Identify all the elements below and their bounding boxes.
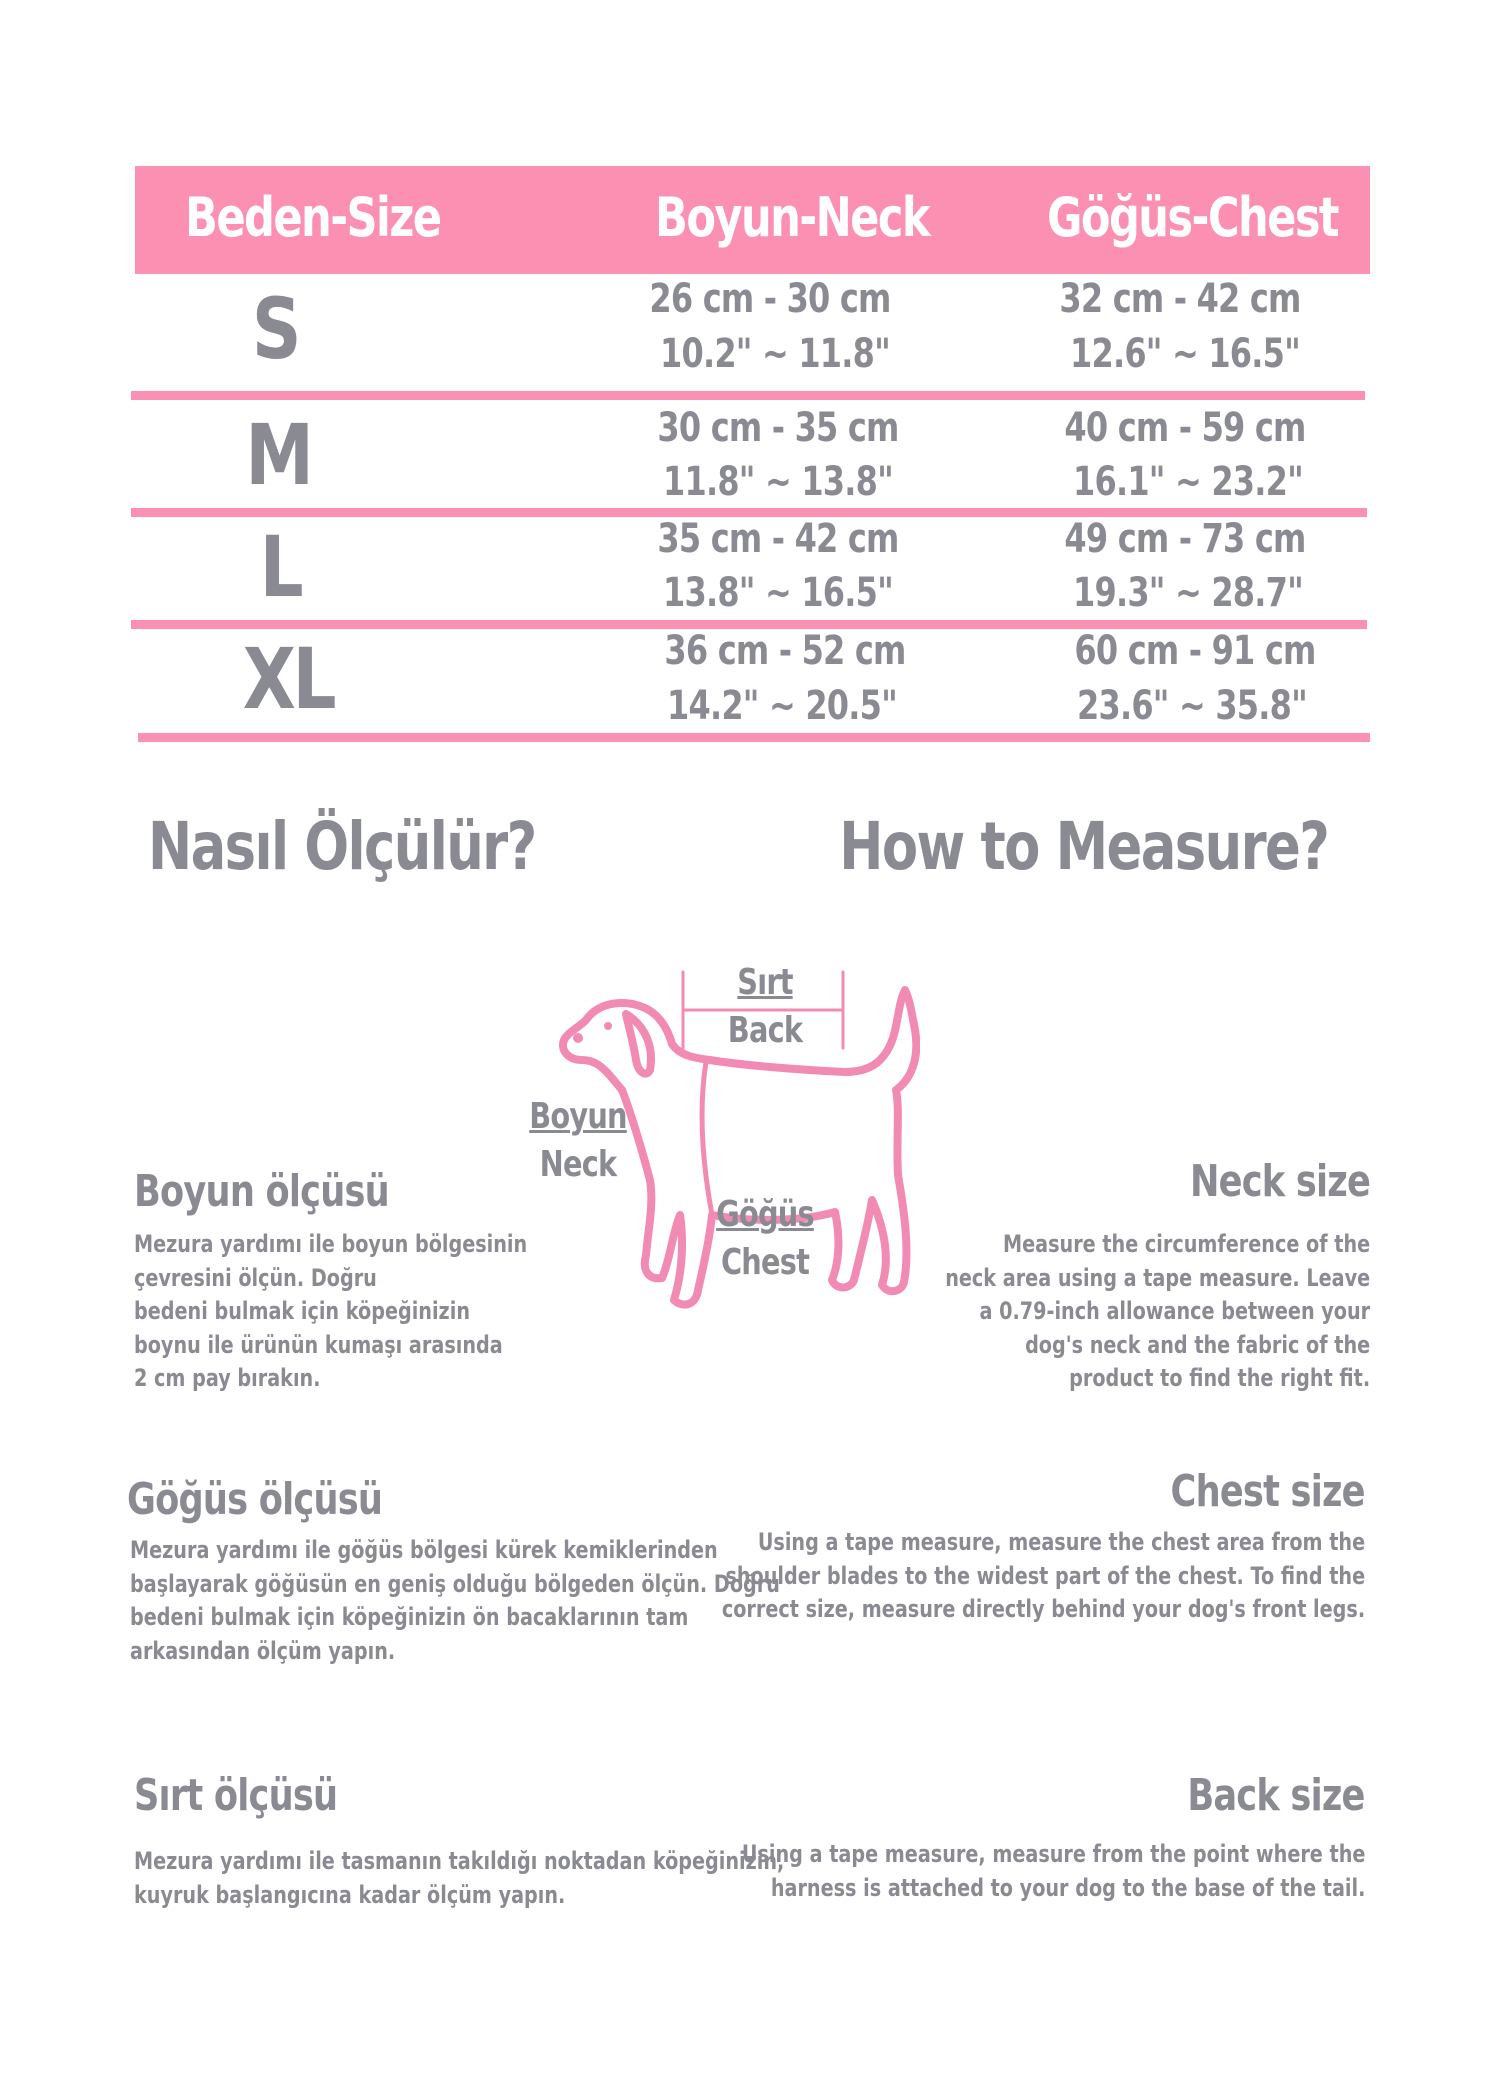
back-title-tr: Sırt ölçüsü xyxy=(134,1770,338,1821)
neck-cm: 36 cm - 52 cm xyxy=(664,628,906,674)
neck-text-tr xyxy=(134,1228,527,1396)
size-label: S xyxy=(251,280,299,378)
chest-title-en: Chest size xyxy=(1170,1466,1365,1517)
row-divider xyxy=(138,733,1370,742)
chest-cm: 40 cm - 59 cm xyxy=(1064,405,1306,451)
text-line: bedeni bulmak için köpeğinizin xyxy=(134,1297,470,1325)
text-line: Using a tape measure, measure the chest area from the xyxy=(757,1528,1365,1556)
text-line: arkasından ölçüm yapın. xyxy=(130,1636,396,1665)
neck-title-tr: Boyun ölçüsü xyxy=(134,1166,389,1217)
size-label: L xyxy=(259,518,301,616)
neck-text-en xyxy=(945,1228,1370,1396)
text-line: dog's neck and the fabric of the xyxy=(1024,1330,1370,1359)
row-divider xyxy=(131,391,1365,400)
text-line: Mezura yardımı ile tasmanın takıldığı noktadan köpeğinizin, xyxy=(134,1847,785,1875)
chest-text-tr xyxy=(130,1534,780,1668)
text-line: bedeni bulmak için köpeğinizin ön bacaklarının tam xyxy=(130,1603,689,1631)
text-line: Mezura yardımı ile göğüs bölgesi kürek kemiklerinden xyxy=(130,1536,718,1564)
neck-cm: 26 cm - 30 cm xyxy=(649,276,891,322)
table-header xyxy=(135,166,1370,274)
back-label-en: Back xyxy=(727,1010,803,1051)
chest-in: 23.6" ~ 35.8" xyxy=(1077,683,1307,729)
text-line: correct size, measure directly behind your dog's front legs. xyxy=(721,1595,1365,1623)
text-line: neck area using a tape measure. Leave xyxy=(945,1263,1370,1292)
text-line: boynu ile ürünün kumaşı arasında xyxy=(134,1330,503,1359)
text-line: çevresini ölçün. Doğru xyxy=(134,1263,377,1292)
text-line: harness is attached to your dog to the base of the tail. xyxy=(770,1873,1365,1902)
heading-tr: Nasıl Ölçülür? xyxy=(148,808,536,885)
text-line: shoulder blades to the widest part of the chest. To find the xyxy=(725,1561,1365,1590)
text-line: başlayarak göğüsün en geniş olduğu bölgeden ölçün. Doğru xyxy=(130,1569,780,1598)
text-line: Using a tape measure, measure from the point where the xyxy=(741,1840,1365,1868)
text-line: product to find the right fit. xyxy=(1068,1364,1370,1392)
text-line: 2 cm pay bırakın. xyxy=(134,1364,321,1392)
neck-label-en: Neck xyxy=(539,1144,617,1185)
size-label: XL xyxy=(242,630,334,728)
neck-in: 14.2" ~ 20.5" xyxy=(667,683,897,729)
neck-title-en: Neck size xyxy=(1189,1156,1370,1207)
chest-label-en: Chest xyxy=(720,1242,810,1283)
chest-in: 19.3" ~ 28.7" xyxy=(1073,570,1303,616)
chest-cm: 49 cm - 73 cm xyxy=(1064,516,1306,562)
chest-in: 16.1" ~ 23.2" xyxy=(1073,459,1303,505)
neck-cm: 35 cm - 42 cm xyxy=(657,516,899,562)
size-label: M xyxy=(245,406,311,504)
back-text-tr xyxy=(134,1845,784,1912)
chest-title-tr: Göğüs ölçüsü xyxy=(127,1474,383,1525)
text-line: a 0.79-inch allowance between your xyxy=(979,1297,1370,1325)
neck-in: 11.8" ~ 13.8" xyxy=(663,459,893,505)
chest-cm: 32 cm - 42 cm xyxy=(1059,276,1301,322)
chest-cm: 60 cm - 91 cm xyxy=(1074,628,1316,674)
neck-label-tr: Boyun xyxy=(529,1096,627,1137)
back-title-en: Back size xyxy=(1187,1770,1365,1821)
neck-cm: 30 cm - 35 cm xyxy=(657,405,899,451)
neck-in: 13.8" ~ 16.5" xyxy=(663,570,893,616)
back-text-en xyxy=(741,1838,1365,1905)
heading-en: How to Measure? xyxy=(839,808,1328,885)
header-size: Beden-Size xyxy=(185,186,441,249)
text-line: Measure the circumference of the xyxy=(1002,1230,1370,1258)
back-label-tr: Sırt xyxy=(737,962,793,1003)
text-line: Mezura yardımı ile boyun bölgesinin xyxy=(134,1230,528,1258)
header-neck: Boyun-Neck xyxy=(655,186,929,249)
chest-in: 12.6" ~ 16.5" xyxy=(1070,331,1300,377)
neck-in: 10.2" ~ 11.8" xyxy=(660,331,890,377)
header-chest: Göğüs-Chest xyxy=(1047,186,1338,249)
text-line: kuyruk başlangıcına kadar ölçüm yapın. xyxy=(134,1880,566,1909)
chest-text-en xyxy=(722,1526,1365,1627)
chest-label-tr: Göğüs xyxy=(716,1194,814,1235)
